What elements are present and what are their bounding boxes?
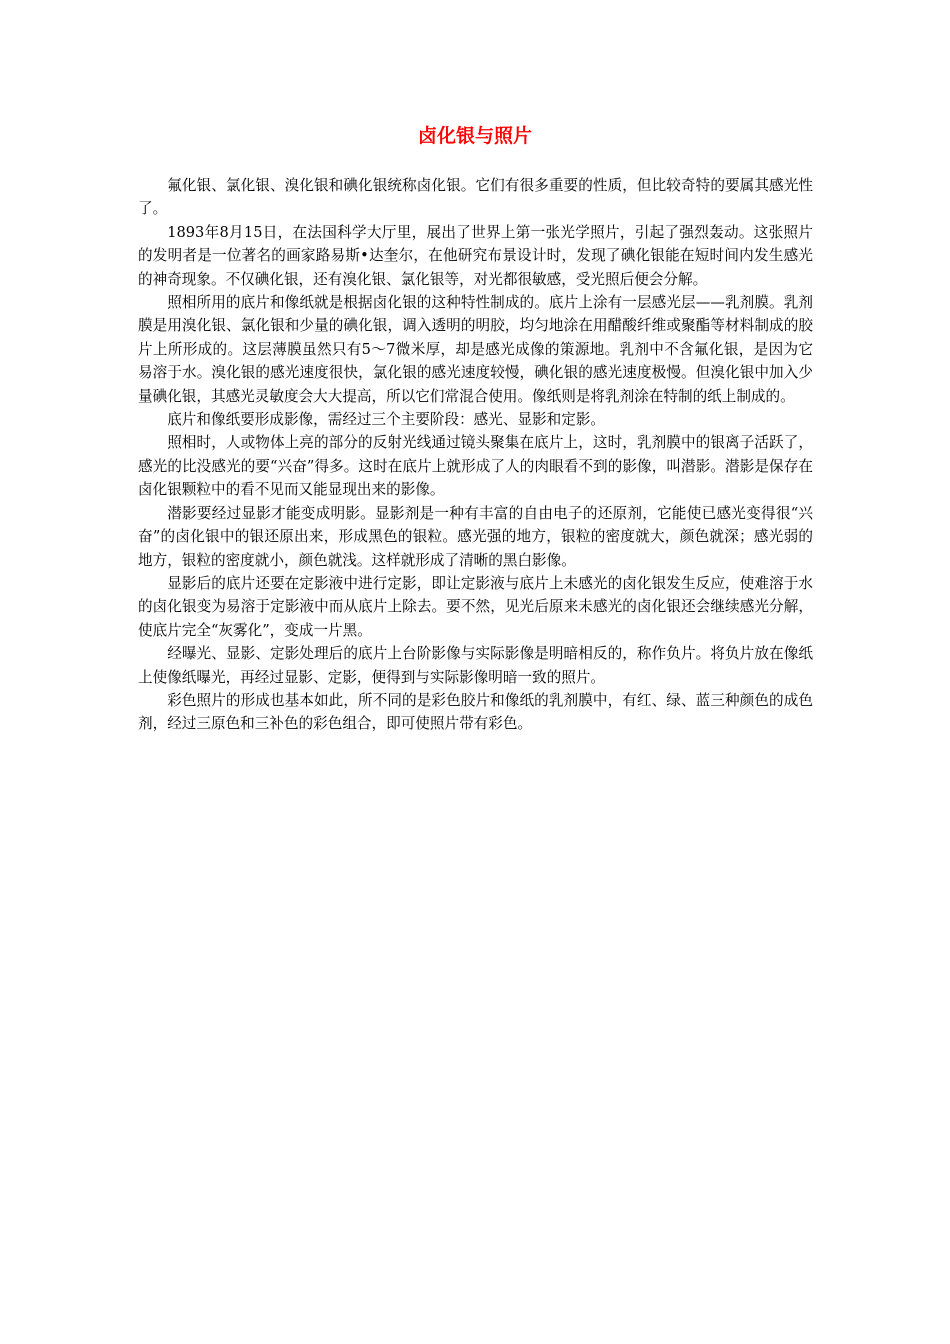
paragraph: 显影后的底片还要在定影液中进行定影，即让定影液与底片上未感光的卤化银发生反应，使难溶于水的卤化银变为易溶于定影液中而从底片上除去。要不然，见光后原来未感光的卤化银还会继续感光分解，使底片完全“灰雾化”，变成一片黑。 — [138, 574, 813, 639]
document-title: 卤化银与照片 — [417, 125, 532, 147]
paragraph: 经曝光、显影、定影处理后的底片上台阶影像与实际影像是明暗相反的，称作负片。将负片放在像纸上使像纸曝光，再经过显影、定影，便得到与实际影像明暗一致的照片。 — [138, 645, 813, 686]
paragraph: 氟化银、氯化银、溴化银和碘化银统称卤化银。它们有很多重要的性质，但比较奇特的要属其感光性了。 — [138, 177, 813, 218]
paragraph: 照相时，人或物体上亮的部分的反射光线通过镜头聚集在底片上，这时，乳剂膜中的银离子活跃了，感光的比没感光的要“兴奋”得多。这时在底片上就形成了人的肉眼看不到的影像，叫潜影。潜影是保存在卤化银颗粒中的看不见而又能显现出来的影像。 — [138, 434, 813, 499]
paragraph: 彩色照片的形成也基本如此，所不同的是彩色胶片和像纸的乳剂膜中，有红、绿、蓝三种颜色的成色剂，经过三原色和三补色的彩色组合，即可使照片带有彩色。 — [138, 691, 813, 733]
paragraph: 潜影要经过显影才能变成明影。显影剂是一种有丰富的自由电子的还原剂，它能使已感光变得很“兴奋”的卤化银中的银还原出来，形成黑色的银粒。感光强的地方，银粒的密度就大，颜色就深；感光弱的地方，银粒的密度就小，颜色就浅。这样就形成了清晰的黑白影像。 — [138, 504, 813, 569]
paragraph: 底片和像纸要形成影像，需经过三个主要阶段：感光、显影和定影。 — [167, 411, 606, 429]
paragraph: 照相所用的底片和像纸就是根据卤化银的这种特性制成的。底片上涂有一层感光层——乳剂膜。乳剂膜是用溴化银、氯化银和少量的碘化银，调入透明的明胶，均匀地涂在用醋酸纤维或聚酯等材料制成的胶片上所形成的。这层薄膜虽然只有5～7微米厚，却是感光成像的策源地。乳剂中不含氟化银，是因为它易溶于水。溴化银的感光速度很快，氯化银的感光速度较慢，碘化银的感光速度极慢。但溴化银中加入少量碘化银，其感光灵敏度会大大提高，所以它们常混合使用。像纸则是将乳剂涂在特制的纸上制成的。 — [138, 294, 813, 405]
document-body — [138, 174, 813, 736]
paragraph: 1893年8月15日，在法国科学大厅里，展出了世界上第一张光学照片，引起了强烈轰动。这张照片的发明者是一位著名的画家路易斯•达奎尔，在他研究布景设计时，发现了碘化银能在短时间内发生感光的神奇现象。不仅碘化银，还有溴化银、氯化银等，对光都很敏感，受光照后便会分解。 — [138, 223, 813, 288]
